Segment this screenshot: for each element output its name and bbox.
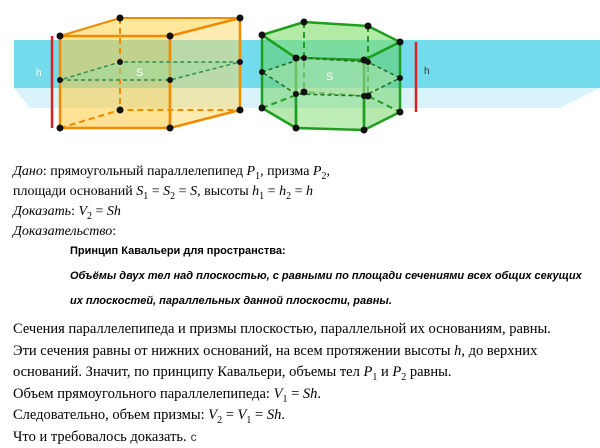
- body-line-2: Эти сечения равны от нижних оснований, на всем протяжении высоты h, до верхних: [0, 341, 600, 363]
- cavalieri-title: Принцип Кавальери для пространства:: [0, 244, 600, 258]
- given-line-2: площади оснований $S_1 = S_2 = S$, высоты $h_1 = h_2 = h$: [0, 182, 600, 202]
- cavalieri-line-1: Объёмы двух тел над плоскостью, с равными по площади сечениями всех общих секущих: [0, 269, 600, 283]
- label-s-right: S: [326, 71, 333, 83]
- body-line-4: Объем прямоугольного параллелепипеда: $V_1 = Sh$.: [0, 384, 600, 406]
- parallelepiped: [60, 18, 240, 128]
- label-h-left: h: [36, 68, 42, 79]
- given-line-1: Дано: прямоугольный параллелепипед $P_1$, призма $P_2$,: [0, 162, 600, 182]
- body-line-3: оснований. Значит, по принципу Кавальери, объемы тел $P_1$ и $P_2$ равны.: [0, 362, 600, 384]
- cavalieri-line-2: их плоскостей, параллельных данной плоскости, равны.: [0, 294, 600, 308]
- body-line-6: Что и требовалось доказать. с: [0, 427, 600, 448]
- label-s-left: S: [136, 67, 143, 79]
- body-line-5: Следовательно, объем призмы: $V_2 = V_1 = Sh$.: [0, 405, 600, 427]
- proof-label: Доказательство:: [0, 222, 600, 242]
- prove-line: Доказать: $V_2 = Sh$: [0, 202, 600, 222]
- geometry-figure: [0, 0, 600, 150]
- body-line-1: Сечения параллелепипеда и призмы плоскостью, параллельной их основаниям, равны.: [0, 319, 600, 341]
- label-h-right: h: [424, 66, 430, 77]
- end-mark: с: [191, 430, 197, 444]
- proof-text: [0, 162, 600, 448]
